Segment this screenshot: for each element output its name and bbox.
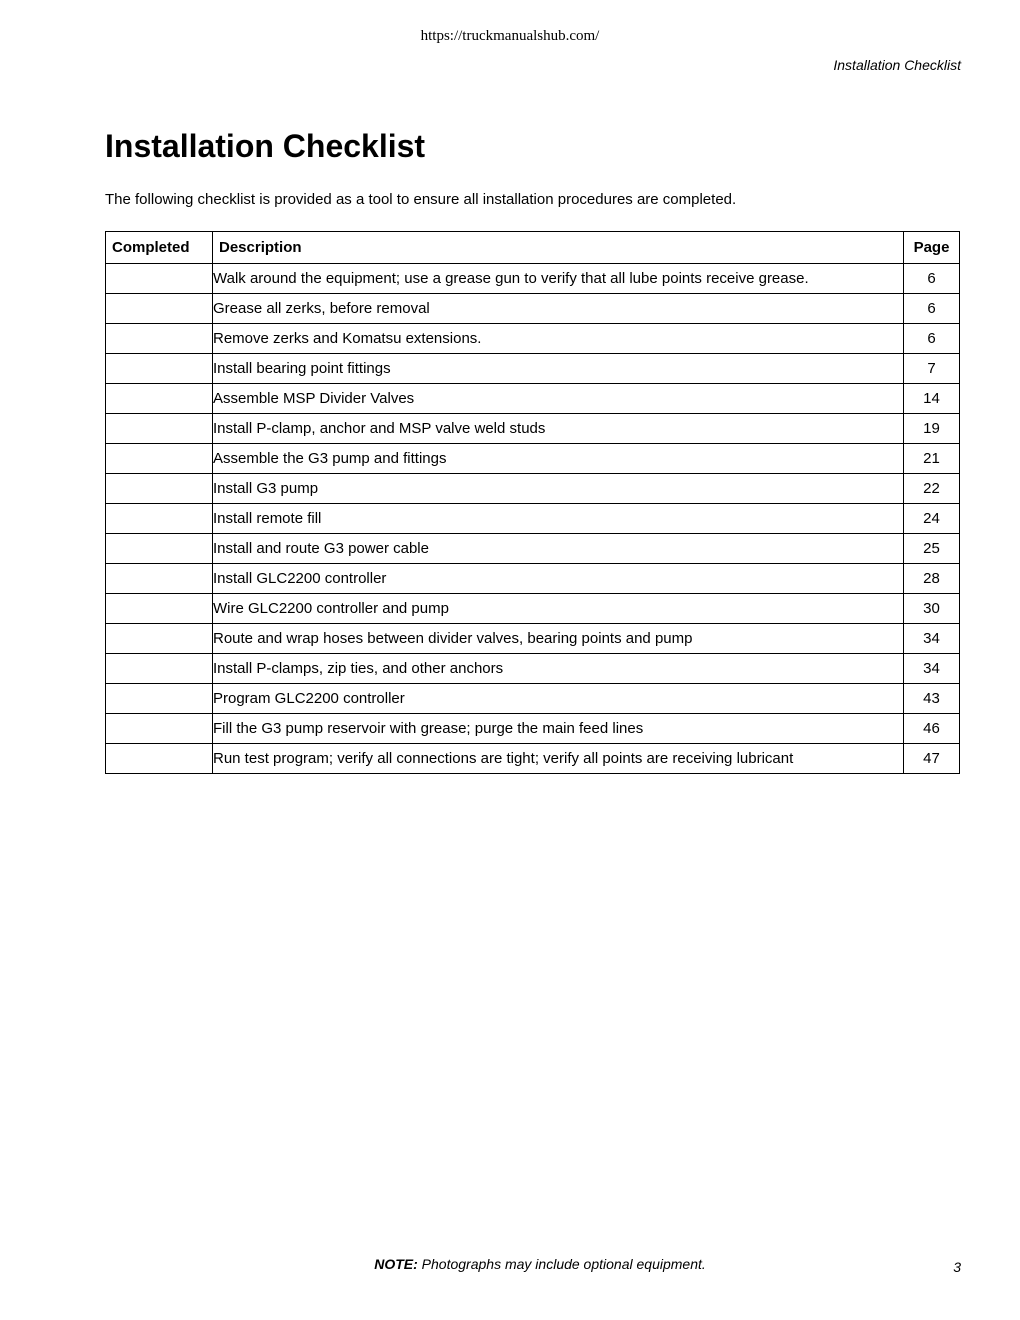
page-cell: 46 (904, 714, 960, 744)
table-row (106, 474, 960, 504)
completed-checkbox-cell[interactable] (106, 264, 213, 294)
table-row (106, 624, 960, 654)
page-cell: 21 (904, 444, 960, 474)
table-row (106, 354, 960, 384)
description-cell: Walk around the equipment; use a grease gun to verify that all lube points receive grease. (213, 264, 904, 294)
description-cell: Install P-clamp, anchor and MSP valve weld studs (213, 414, 904, 444)
table-row (106, 714, 960, 744)
page-cell: 22 (904, 474, 960, 504)
footer-note-text: Photographs may include optional equipment. (417, 1256, 706, 1272)
description-cell: Install G3 pump (213, 474, 904, 504)
page-cell: 34 (904, 624, 960, 654)
page-cell: 7 (904, 354, 960, 384)
installation-checklist-table (105, 231, 960, 774)
page-cell: 6 (904, 264, 960, 294)
page-cell: 28 (904, 564, 960, 594)
table-row (106, 444, 960, 474)
description-cell: Assemble MSP Divider Valves (213, 384, 904, 414)
page-title: Installation Checklist (105, 128, 426, 164)
column-header-completed: Completed (106, 232, 213, 264)
table-row (106, 744, 960, 774)
description-cell: Run test program; verify all connections are tight; verify all points are receiving lubricant (213, 744, 904, 774)
page-cell: 6 (904, 294, 960, 324)
completed-checkbox-cell[interactable] (106, 624, 213, 654)
completed-checkbox-cell[interactable] (106, 744, 213, 774)
completed-checkbox-cell[interactable] (106, 354, 213, 384)
table-row (106, 534, 960, 564)
completed-checkbox-cell[interactable] (106, 684, 213, 714)
page-cell: 6 (904, 324, 960, 354)
table-row (106, 504, 960, 534)
description-cell: Route and wrap hoses between divider valves, bearing points and pump (213, 624, 904, 654)
intro-paragraph: The following checklist is provided as a tool to ensure all installation procedures are completed. (105, 191, 737, 208)
column-header-page: Page (904, 232, 960, 264)
table-row (106, 264, 960, 294)
page-cell: 43 (904, 684, 960, 714)
source-url: https://truckmanualshub.com/ (420, 28, 600, 44)
description-cell: Install P-clamps, zip ties, and other anchors (213, 654, 904, 684)
table-row (106, 294, 960, 324)
page-number: 3 (953, 1259, 961, 1275)
checklist-body (106, 264, 960, 774)
table-row (106, 594, 960, 624)
completed-checkbox-cell[interactable] (106, 504, 213, 534)
description-cell: Fill the G3 pump reservoir with grease; purge the main feed lines (213, 714, 904, 744)
completed-checkbox-cell[interactable] (106, 414, 213, 444)
completed-checkbox-cell[interactable] (106, 474, 213, 504)
completed-checkbox-cell[interactable] (106, 714, 213, 744)
description-cell: Assemble the G3 pump and fittings (213, 444, 904, 474)
table-header-row (106, 232, 960, 264)
page-cell: 19 (904, 414, 960, 444)
footer-note-label: NOTE: (374, 1256, 418, 1272)
page-cell: 25 (904, 534, 960, 564)
page-cell: 14 (904, 384, 960, 414)
table-row (106, 324, 960, 354)
column-header-description: Description (213, 232, 904, 264)
table-row (106, 684, 960, 714)
completed-checkbox-cell[interactable] (106, 444, 213, 474)
footer-note (0, 1256, 1020, 1272)
table-row (106, 384, 960, 414)
completed-checkbox-cell[interactable] (106, 594, 213, 624)
completed-checkbox-cell[interactable] (106, 564, 213, 594)
description-cell: Install and route G3 power cable (213, 534, 904, 564)
completed-checkbox-cell[interactable] (106, 294, 213, 324)
description-cell: Remove zerks and Komatsu extensions. (213, 324, 904, 354)
description-cell: Grease all zerks, before removal (213, 294, 904, 324)
page-cell: 47 (904, 744, 960, 774)
page-cell: 34 (904, 654, 960, 684)
description-cell: Wire GLC2200 controller and pump (213, 594, 904, 624)
table-row (106, 564, 960, 594)
running-header: Installation Checklist (833, 57, 961, 73)
description-cell: Program GLC2200 controller (213, 684, 904, 714)
completed-checkbox-cell[interactable] (106, 654, 213, 684)
completed-checkbox-cell[interactable] (106, 384, 213, 414)
description-cell: Install GLC2200 controller (213, 564, 904, 594)
page-cell: 30 (904, 594, 960, 624)
description-cell: Install remote fill (213, 504, 904, 534)
table-row (106, 414, 960, 444)
table-row (106, 654, 960, 684)
page-cell: 24 (904, 504, 960, 534)
completed-checkbox-cell[interactable] (106, 324, 213, 354)
description-cell: Install bearing point fittings (213, 354, 904, 384)
completed-checkbox-cell[interactable] (106, 534, 213, 564)
